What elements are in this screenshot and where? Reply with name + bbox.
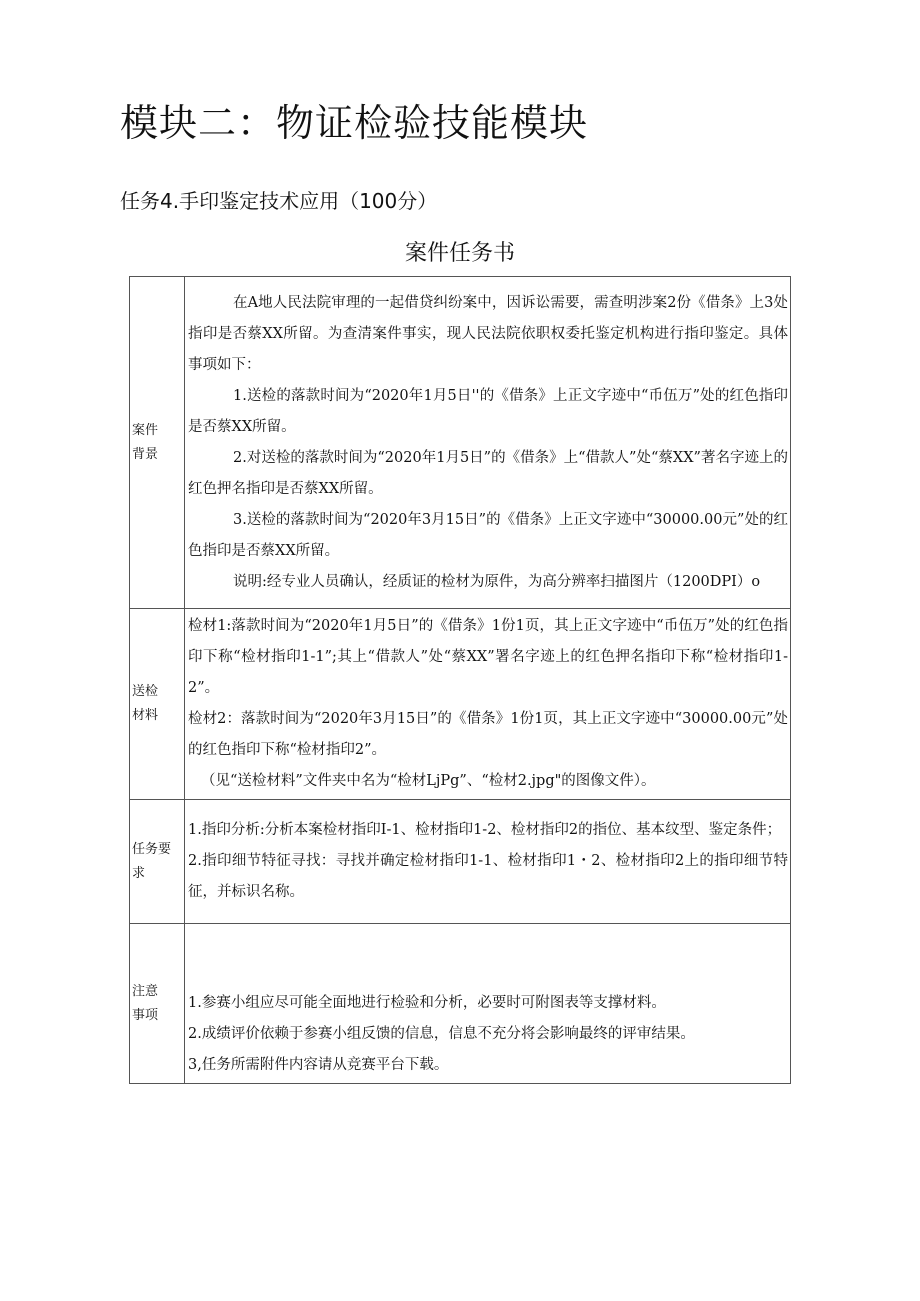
requirements-content xyxy=(185,800,791,924)
label-line: 背景 xyxy=(132,446,159,462)
requirement-1: 1.指印分析:分析本案检材指印I-1、检材指印1-2、检材指印2的指位、基本纹型、鉴定条件； xyxy=(188,822,782,838)
table-row-requirements xyxy=(130,800,791,924)
label-notes xyxy=(130,924,185,1084)
document-title: 案件任务书 xyxy=(404,241,515,266)
requirement-2: 2.指印细节特征寻找：寻找并确定检材指印1-1、检材指印1・2、检材指印2上的指印细节特征，并标识名称。 xyxy=(188,853,788,900)
label-requirements xyxy=(130,800,185,924)
label-materials xyxy=(130,609,185,800)
background-note: 说明:经专业人员确认，经质证的检材为原件，为高分辨率扫描图片（1200DPI）o xyxy=(233,573,761,590)
background-item-1: 1.送检的落款时间为“2020年1月5日''的《借条》上正文字迹中“币伍万”处的红色指印是否蔡XX所留。 xyxy=(188,387,788,435)
note-3: 3,任务所需附件内容请从竞赛平台下载。 xyxy=(188,1057,449,1073)
background-item-2: 2.对送检的落款时间为“2020年1月5日”的《借条》上“借款人”处“蔡XX”著名字迹上的红色押名指印是否蔡XX所留。 xyxy=(188,449,788,497)
background-intro: 在A地人民法院审理的一起借贷纠纷案中，因诉讼需要，需查明涉案2份《借条》上3处指印是否蔡XX所留。为查清案件事实，现人民法院依职权委托鉴定机构进行指印鉴定。具体事项如下： xyxy=(188,294,788,373)
notes-spacer xyxy=(188,926,788,988)
material-1: 检材1:落款时间为“2020年1月5日”的《借条》1份1页，其上正文字迹中“币伍万”处的红色指印下称“检材指印1-1”;其上“借款人”处“蔡XX”署名字迹上的红色押名指印下称“检材指印1-2”。 xyxy=(188,618,788,696)
label-line: 任务要 xyxy=(132,841,172,857)
note-2: 2.成绩评价依赖于参赛小组反馈的信息，信息不充分将会影响最终的评审结果。 xyxy=(188,1026,695,1042)
module-title: 模块二：物证检验技能模块 xyxy=(120,101,589,145)
label-line: 求 xyxy=(132,865,146,881)
table-row-background xyxy=(130,277,791,609)
table-row-materials xyxy=(130,609,791,800)
background-content xyxy=(185,277,791,609)
notes-content xyxy=(185,924,791,1084)
materials-content xyxy=(185,609,791,800)
label-line: 案件 xyxy=(132,422,159,438)
note-1: 1.参赛小组应尽可能全面地进行检验和分析，必要时可附图表等支撑材料。 xyxy=(188,995,666,1011)
table-row-notes xyxy=(130,924,791,1084)
background-item-3: 3.送检的落款时间为“2020年3月15日”的《借条》上正文字迹中“30000.00元”处的红色指印是否蔡XX所留。 xyxy=(188,511,788,559)
material-files: （见“送检材料”文件夹中名为“检材LjPg”、“检材2.jpg"的图像文件）。 xyxy=(201,773,656,789)
label-line: 材料 xyxy=(132,708,159,723)
label-line: 事项 xyxy=(132,1007,159,1023)
task-title: 任务4.手印鉴定技术应用（100分） xyxy=(120,189,438,213)
label-line: 送检 xyxy=(132,684,159,699)
label-line: 注意 xyxy=(132,983,159,999)
label-background xyxy=(130,277,185,609)
task-table xyxy=(129,276,791,1084)
material-2: 检材2：落款时间为“2020年3月15日”的《借条》1份1页，其上正文字迹中“30000.00元”处的红色指印下称“检材指印2”。 xyxy=(188,711,788,758)
